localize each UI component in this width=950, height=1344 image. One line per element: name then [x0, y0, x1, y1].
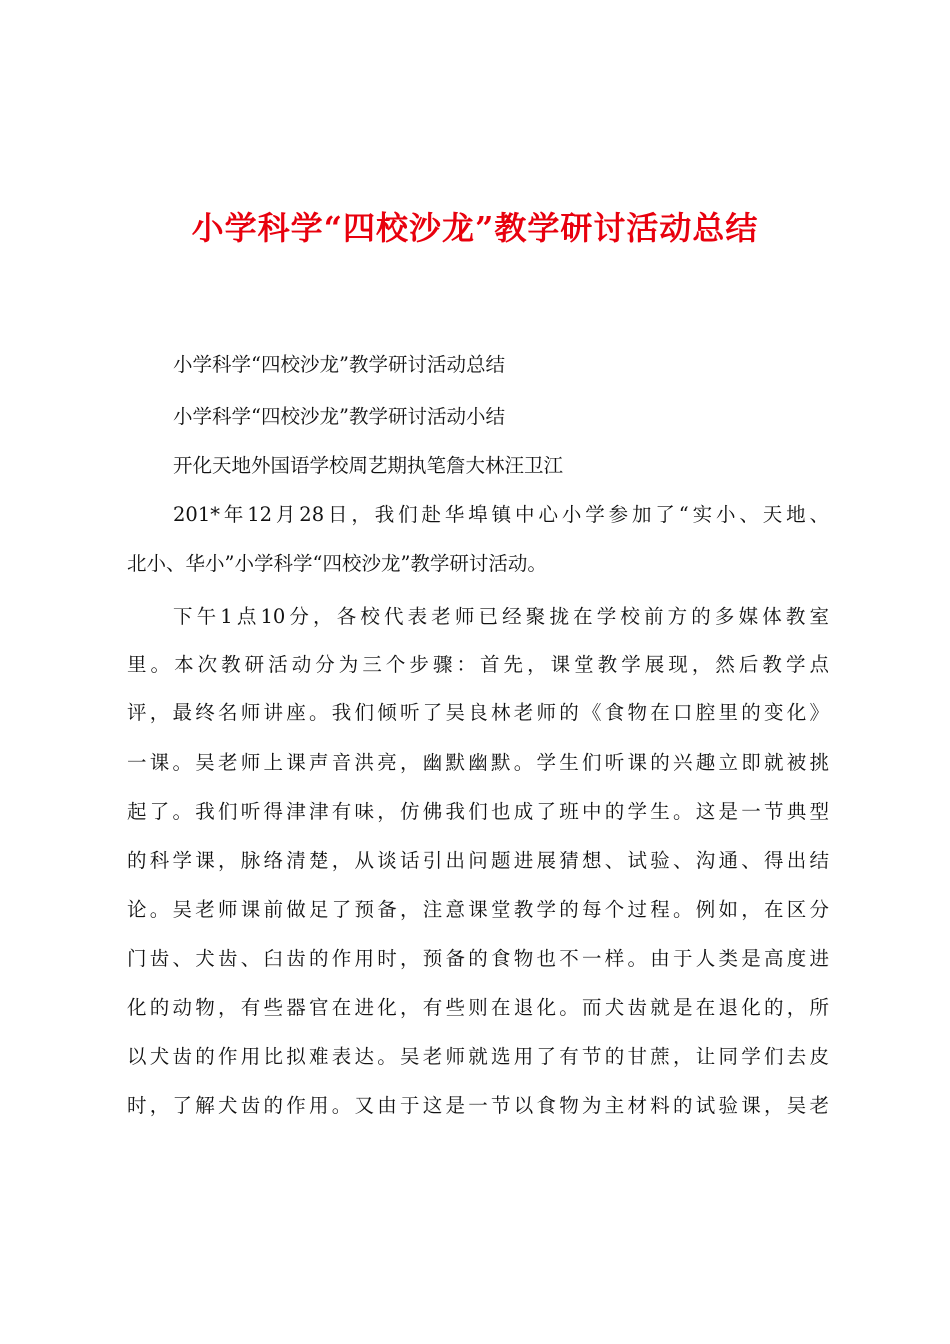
paragraph-line: 时，了解犬齿的作用。又由于这是一节以食物为主材料的试验课，吴老: [127, 1094, 829, 1117]
paragraph-line: 北小、华小”小学科学“四校沙龙”教学研讨活动。: [127, 552, 547, 575]
paragraph-line: 里。本次教研活动分为三个步骤：首先，课堂教学展现，然后教学点: [127, 653, 829, 676]
paragraph-line: 化的动物，有些器官在进化，有些则在退化。而犬齿就是在退化的，所: [127, 996, 829, 1019]
subtitle-line: 小学科学“四校沙龙”教学研讨活动小结: [173, 405, 505, 428]
author-line: 开化天地外国语学校周艺期执笔詹大林汪卫江: [173, 454, 564, 477]
paragraph-line: 的科学课，脉络清楚，从谈话引出问题进展猜想、试验、沟通、得出结: [127, 849, 829, 872]
paragraph-line: 以犬齿的作用比拟难表达。吴老师就选用了有节的甘蔗，让同学们去皮: [127, 1045, 829, 1068]
paragraph-line: 门齿、犬齿、臼齿的作用时，预备的食物也不一样。由于人类是高度进: [127, 947, 829, 970]
paragraph-line: 一课。吴老师上课声音洪亮，幽默幽默。学生们听课的兴趣立即就被挑: [127, 751, 829, 774]
paragraph-line: 论。吴老师课前做足了预备，注意课堂教学的每个过程。例如，在区分: [127, 898, 829, 921]
paragraph-line: 201*年12月28日，我们赴华埠镇中心小学参加了“实小、天地、: [173, 503, 829, 526]
document-title: 小学科学“四校沙龙”教学研讨活动总结: [191, 209, 759, 247]
paragraph-line: 评，最终名师讲座。我们倾听了吴良林老师的《食物在口腔里的变化》: [127, 701, 829, 724]
document-body: [127, 0, 829, 1344]
paragraph-line: 起了。我们听得津津有味，仿佛我们也成了班中的学生。这是一节典型: [127, 800, 829, 823]
paragraph-line: 下午1点10分，各校代表老师已经聚拢在学校前方的多媒体教室: [173, 605, 829, 628]
subtitle-line: 小学科学“四校沙龙”教学研讨活动总结: [173, 353, 505, 376]
